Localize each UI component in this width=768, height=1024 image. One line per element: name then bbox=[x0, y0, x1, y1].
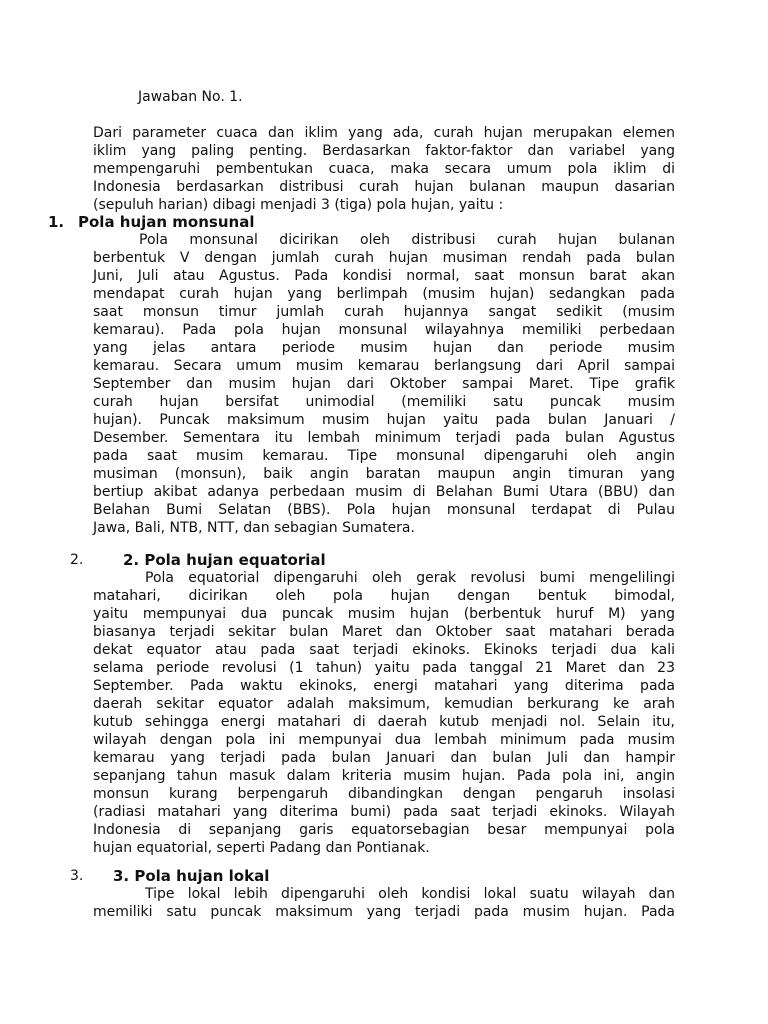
paragraph-line: bertiup akibat adanya perbedaan musim di Belahan Bumi Utara (BBU) dan bbox=[93, 484, 675, 500]
paragraph-line: Indonesia di sepanjang garis equatorsebagian besar mempunyai pola bbox=[93, 822, 675, 838]
paragraph-line: berbentuk V dengan jumlah curah hujan musiman rendah pada bulan bbox=[93, 250, 675, 266]
paragraph-line: Belahan Bumi Selatan (BBS). Pola hujan monsunal terdapat di Pulau bbox=[93, 502, 675, 518]
paragraph-line: daerah sekitar equator adalah maksimum, kemudian berkurang ke arah bbox=[93, 696, 675, 712]
paragraph-line: kemarau yang terjadi pada bulan Januari dan bulan Juli dan hampir bbox=[93, 750, 675, 766]
paragraph-line: (radiasi matahari yang diterima bumi) pada saat terjadi ekinoks. Wilayah bbox=[93, 804, 675, 820]
section-number: 2. bbox=[70, 552, 84, 568]
intro-line: Indonesia berdasarkan distribusi curah hujan bulanan maupun dasarian bbox=[93, 179, 675, 195]
section-heading: Pola hujan monsunal bbox=[78, 213, 255, 231]
paragraph-line: Desember. Sementara itu lembah minimum terjadi pada bulan Agustus bbox=[93, 430, 675, 446]
answer-title: Jawaban No. 1. bbox=[138, 89, 243, 105]
paragraph-line: matahari, dicirikan oleh pola hujan dengan bentuk bimodal, bbox=[93, 588, 675, 604]
paragraph-line: Juni, Juli atau Agustus. Pada kondisi normal, saat monsun barat akan bbox=[93, 268, 675, 284]
paragraph-line: dekat equator atau pada saat terjadi ekinoks. Ekinoks terjadi dua kali bbox=[93, 642, 675, 658]
paragraph-line: curah hujan bersifat unimodial (memiliki satu puncak musim bbox=[93, 394, 675, 410]
section-heading: 2. Pola hujan equatorial bbox=[123, 551, 326, 569]
intro-line: Dari parameter cuaca dan iklim yang ada, curah hujan merupakan elemen bbox=[93, 125, 675, 141]
paragraph-line: wilayah dengan pola ini mempunyai dua lembah minimum pada musim bbox=[93, 732, 675, 748]
section-heading: 3. Pola hujan lokal bbox=[113, 867, 270, 885]
paragraph-line: September. Pada waktu ekinoks, energi matahari yang diterima pada bbox=[93, 678, 675, 694]
paragraph-line: memiliki satu puncak maksimum yang terjadi pada musim hujan. Pada bbox=[93, 904, 675, 920]
paragraph-line: sepanjang tahun masuk dalam kriteria musim hujan. Pada pola ini, angin bbox=[93, 768, 675, 784]
section-number: 3. bbox=[70, 868, 84, 884]
paragraph-line: Pola monsunal dicirikan oleh distribusi curah hujan bulanan bbox=[139, 232, 675, 248]
paragraph-line: selama periode revolusi (1 tahun) yaitu pada tanggal 21 Maret dan 23 bbox=[93, 660, 675, 676]
paragraph-line: musiman (monsun), baik angin baratan maupun angin timuran yang bbox=[93, 466, 675, 482]
intro-line: (sepuluh harian) dibagi menjadi 3 (tiga) pola hujan, yaitu : bbox=[93, 197, 504, 213]
paragraph-line: hujan). Puncak maksimum musim hujan yaitu pada bulan Januari / bbox=[93, 412, 675, 428]
paragraph-line: Pola equatorial dipengaruhi oleh gerak revolusi bumi mengelilingi bbox=[145, 570, 675, 586]
paragraph-line: pada saat musim kemarau. Tipe monsunal dipengaruhi oleh angin bbox=[93, 448, 675, 464]
paragraph-line: hujan equatorial, seperti Padang dan Pontianak. bbox=[93, 840, 430, 856]
paragraph-line: yang jelas antara periode musim hujan dan periode musim bbox=[93, 340, 675, 356]
paragraph-line: kemarau. Secara umum musim kemarau berlangsung dari April sampai bbox=[93, 358, 675, 374]
paragraph-line: Tipe lokal lebih dipengaruhi oleh kondisi lokal suatu wilayah dan bbox=[145, 886, 675, 902]
paragraph-line: biasanya terjadi sekitar bulan Maret dan Oktober saat matahari berada bbox=[93, 624, 675, 640]
paragraph-line: yaitu mempunyai dua puncak musim hujan (berbentuk huruf M) yang bbox=[93, 606, 675, 622]
paragraph-line: September dan musim hujan dari Oktober sampai Maret. Tipe grafik bbox=[93, 376, 675, 392]
paragraph-line: monsun kurang berpengaruh dibandingkan dengan pengaruh insolasi bbox=[93, 786, 675, 802]
paragraph-line: kutub sehingga energi matahari di daerah kutub menjadi nol. Selain itu, bbox=[93, 714, 675, 730]
paragraph-line: mendapat curah hujan yang berlimpah (musim hujan) sedangkan pada bbox=[93, 286, 675, 302]
section-number: 1. bbox=[48, 213, 65, 231]
intro-line: mempengaruhi pembentukan cuaca, maka secara umum pola iklim di bbox=[93, 161, 675, 177]
paragraph-line: kemarau). Pada pola hujan monsunal wilayahnya memiliki perbedaan bbox=[93, 322, 675, 338]
intro-line: iklim yang paling penting. Berdasarkan faktor-faktor dan variabel yang bbox=[93, 143, 675, 159]
paragraph-line: saat monsun timur jumlah curah hujannya sangat sedikit (musim bbox=[93, 304, 675, 320]
paragraph-line: Jawa, Bali, NTB, NTT, dan sebagian Sumatera. bbox=[93, 520, 415, 536]
